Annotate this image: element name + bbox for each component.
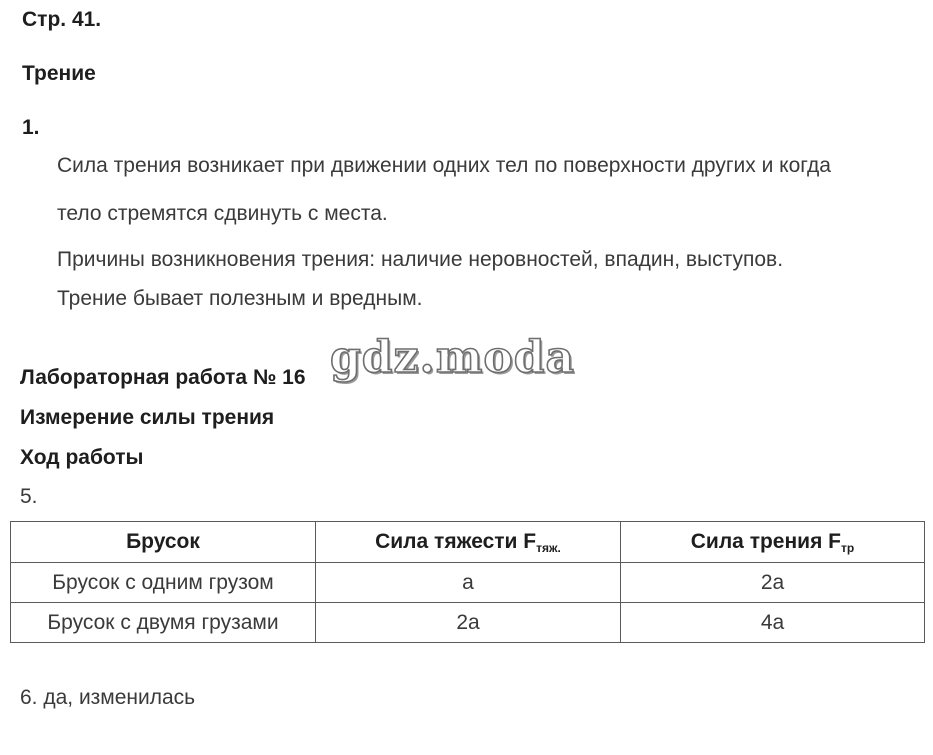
header-text: Брусок (126, 530, 200, 553)
lab-title: Лабораторная работа № 16 (20, 366, 306, 389)
table-cell: 4a (621, 603, 925, 643)
header-cell-block (11, 522, 316, 563)
table-cell: 2a (621, 563, 925, 603)
table-cell: a (316, 563, 621, 603)
item-number-5: 5. (20, 485, 38, 508)
item-number-1: 1. (22, 116, 40, 139)
lab-progress-heading: Ход работы (20, 446, 144, 469)
lab-topic: Измерение силы трения (20, 406, 275, 429)
answer-line: Трение бывает полезным и вредным. (57, 287, 423, 310)
header-text: Сила трения F (690, 530, 841, 553)
header-cell-friction (621, 522, 925, 563)
page-label: Стр. 41. (22, 8, 102, 31)
answer-item-6: 6. да, изменилась (20, 686, 196, 709)
header-text: Сила тяжести F (375, 530, 537, 553)
section-title: Трение (22, 62, 96, 85)
watermark-logo: gdz.moda (330, 332, 576, 383)
table-cell: 2a (316, 603, 621, 643)
answer-line: Причины возникновения трения: наличие неровностей, впадин, выступов. (57, 248, 784, 271)
answer-line: тело стремятся сдвинуть с места. (57, 202, 388, 225)
table-cell: Брусок с одним грузом (11, 563, 316, 603)
answer-line: Сила трения возникает при движении одних тел по поверхности других и когда (57, 154, 831, 177)
results-table (10, 521, 925, 643)
table-row (11, 603, 925, 643)
table-header-row (11, 522, 925, 563)
header-cell-gravity (316, 522, 621, 563)
header-subscript: тр (841, 541, 855, 555)
table-cell: Брусок с двумя грузами (11, 603, 316, 643)
table-row (11, 563, 925, 603)
header-subscript: тяж. (536, 541, 561, 555)
